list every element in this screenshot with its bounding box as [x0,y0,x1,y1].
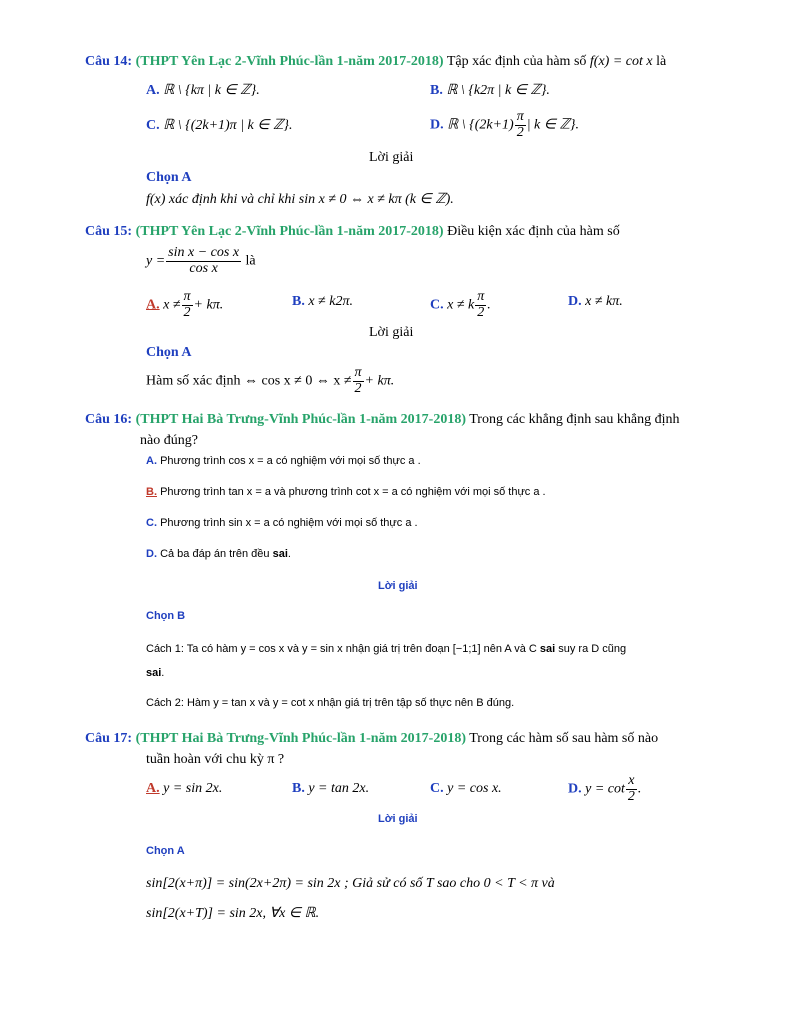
q16-number: Câu 16: [85,412,133,427]
q14-stem [85,54,666,70]
fraction-numerator: x [626,774,637,790]
q16-option-a-text: Phương trình cos x = a có nghiệm với mọi số thực a . [160,455,421,467]
q15-option-a[interactable] [146,290,223,320]
fraction-denominator: cos x [189,260,218,276]
q15-option-a-fraction [182,290,193,320]
q14-option-c-label: C. [146,118,160,133]
q15-option-a-pre: x ≠ [163,297,181,313]
q14-option-b-label: B. [430,83,443,98]
q16-solution-title: Lời giải [378,580,418,592]
q16-stem-text: Trong các khẳng định sau khẳng định [469,412,680,427]
q15-solution-pre: Hàm số xác định ⇔ cos x ≠ 0 ⇔ x ≠ [146,373,352,389]
q17-number: Câu 17: [85,731,133,746]
q14-stem-end: là [656,54,667,69]
q17-stem-text: Trong các hàm số sau hàm số nào [469,731,659,746]
q17-option-a[interactable] [146,781,222,797]
fraction-numerator: π [477,289,485,304]
q17-option-b-label: B. [292,781,305,796]
q16-method1 [146,643,626,655]
q14-source: (THPT Yên Lạc 2-Vĩnh Phúc-lần 1-năm 2017-2018) [135,54,444,69]
fraction-numerator: π [183,289,191,304]
fraction-denominator: 2 [477,304,485,320]
q16-method1-bold2: sai [146,667,162,679]
fraction-numerator: π [354,365,362,380]
q15-answer: Chọn A [146,345,192,360]
q16-option-b[interactable] [146,486,546,498]
q14-stem-text: Tập xác định của hàm số [446,54,587,69]
q15-option-d[interactable] [568,294,623,310]
q17-option-a-label: A. [146,781,160,796]
q17-option-d[interactable] [568,774,641,804]
q16-option-d-end: . [287,548,291,560]
q14-option-d-fraction [515,110,526,140]
q15-function [146,246,256,276]
fraction-numerator: sin x − cos x [168,245,240,260]
q16-option-a[interactable] [146,455,421,467]
q15-solution-fraction [353,366,364,396]
q14-option-d-post: | k ∈ ℤ}. [526,117,579,133]
q14-option-b-text: ℝ \ {k2π | k ∈ ℤ}. [446,83,550,98]
fraction-denominator: 2 [627,788,635,804]
q16-option-d-label: D. [146,548,157,560]
q14-solution-title: Lời giải [369,150,414,165]
q16-method2: Cách 2: Hàm y = tan x và y = cot x nhận giá trị trên tập số thực nên B đúng. [146,697,515,709]
q15-option-d-label: D. [568,294,582,309]
q16-option-c[interactable] [146,517,418,529]
q17-option-c-text: y = cos x. [447,781,502,796]
q17-option-b[interactable] [292,781,369,797]
q16-answer: Chọn B [146,610,186,622]
q15-option-b-label: B. [292,294,305,309]
q15-option-d-text: x ≠ kπ. [585,294,623,309]
q14-option-b[interactable] [430,82,550,99]
q15-option-c-post: . [487,297,491,313]
q17-stem-line2: tuần hoàn với chu kỳ π ? [146,752,285,767]
q14-solution-line: f(x) xác định khi và chỉ khi sin x ≠ 0 ⇔ x ≠ kπ (k ∈ ℤ). [146,192,454,207]
q14-option-d-pre: ℝ \ {(2k+1) [447,117,514,133]
q14-option-c-text: ℝ \ {(2k+1)π | k ∈ ℤ}. [163,118,293,133]
q14-option-d-label: D. [430,117,444,133]
q15-stem-text: Điều kiện xác định của hàm số [447,224,620,239]
q15-source: (THPT Yên Lạc 2-Vĩnh Phúc-lần 1-năm 2017-2018) [135,224,444,239]
q16-source: (THPT Hai Bà Trưng-Vĩnh Phúc-lần 1-năm 2017-2018) [135,412,466,427]
q16-method1-end: . [161,667,165,679]
q15-solution-title: Lời giải [369,325,414,340]
q17-option-a-text: y = sin 2x. [163,781,223,796]
q15-solution-post: + kπ. [364,373,395,389]
q17-stem [85,731,658,747]
q16-option-b-text: Phương trình tan x = a và phương trình cot x = a có nghiệm với mọi số thực a . [160,486,546,498]
q17-option-d-fraction [626,774,637,804]
q17-option-b-text: y = tan 2x. [308,781,370,796]
q15-y-eq: y = [146,253,166,269]
q14-option-c[interactable] [146,117,292,134]
q17-option-c[interactable] [430,781,502,797]
q14-stem-formula: f(x) = cot x [589,54,653,69]
q17-solution-title: Lời giải [378,813,418,825]
q16-option-c-label: C. [146,517,157,529]
q16-option-d-bold: sai [272,548,288,560]
q15-option-b[interactable] [292,294,353,310]
q15-stem [85,224,620,240]
fraction-denominator: 2 [183,304,191,320]
q15-option-a-label: A. [146,297,160,313]
q16-method1-cont [146,667,164,679]
q14-answer: Chọn A [146,170,192,185]
q15-stem-end: là [245,253,256,269]
q15-option-c[interactable] [430,290,491,320]
q15-option-b-text: x ≠ k2π. [308,294,353,309]
q15-option-c-pre: x ≠ k [447,297,475,313]
q15-option-a-post: + kπ. [193,297,224,313]
q14-option-d[interactable] [430,110,579,140]
q17-option-d-label: D. [568,781,582,797]
fraction-denominator: 2 [354,380,362,396]
q16-method1-text: Cách 1: Ta có hàm y = cos x và y = sin x nhận giá trị trên đoạn [−1;1] nên A và C [146,643,537,655]
fraction-numerator: π [516,109,524,124]
q16-option-c-text: Phương trình sin x = a có nghiệm với mọi số thực a . [160,517,418,529]
q17-solution-line2: sin[2(x+T)] = sin 2x, ∀x ∈ ℝ. [146,906,320,921]
q16-method1-text2: suy ra D cũng [558,643,627,655]
q16-option-b-label: B. [146,486,157,498]
q14-option-a-text: ℝ \ {kπ | k ∈ ℤ}. [163,83,260,98]
q15-option-c-label: C. [430,297,444,313]
q17-source: (THPT Hai Bà Trưng-Vĩnh Phúc-lần 1-năm 2017-2018) [135,731,466,746]
q15-solution-line [146,366,394,396]
q14-option-a-label: A. [146,83,160,98]
q16-option-d-text: Cả ba đáp án trên đều [160,548,270,560]
q17-option-d-post: . [637,781,642,797]
q16-option-d[interactable] [146,548,291,560]
q15-option-c-fraction [475,290,486,320]
q16-option-a-label: A. [146,455,157,467]
q16-stem-line2: nào đúng? [140,433,198,448]
q17-option-c-label: C. [430,781,444,796]
q17-answer: Chọn A [146,845,185,857]
q14-number: Câu 14: [85,54,133,69]
q16-stem [85,412,679,428]
q15-number: Câu 15: [85,224,133,239]
fraction-denominator: 2 [516,124,524,140]
q15-function-fraction [166,246,241,276]
q17-solution-line1: sin[2(x+π)] = sin(2x+2π) = sin 2x ; Giả sử có số T sao cho 0 < T < π và [146,876,555,891]
q17-option-d-pre: y = cot [585,781,625,797]
q16-method1-bold1: sai [539,643,556,655]
q14-option-a[interactable] [146,82,260,99]
